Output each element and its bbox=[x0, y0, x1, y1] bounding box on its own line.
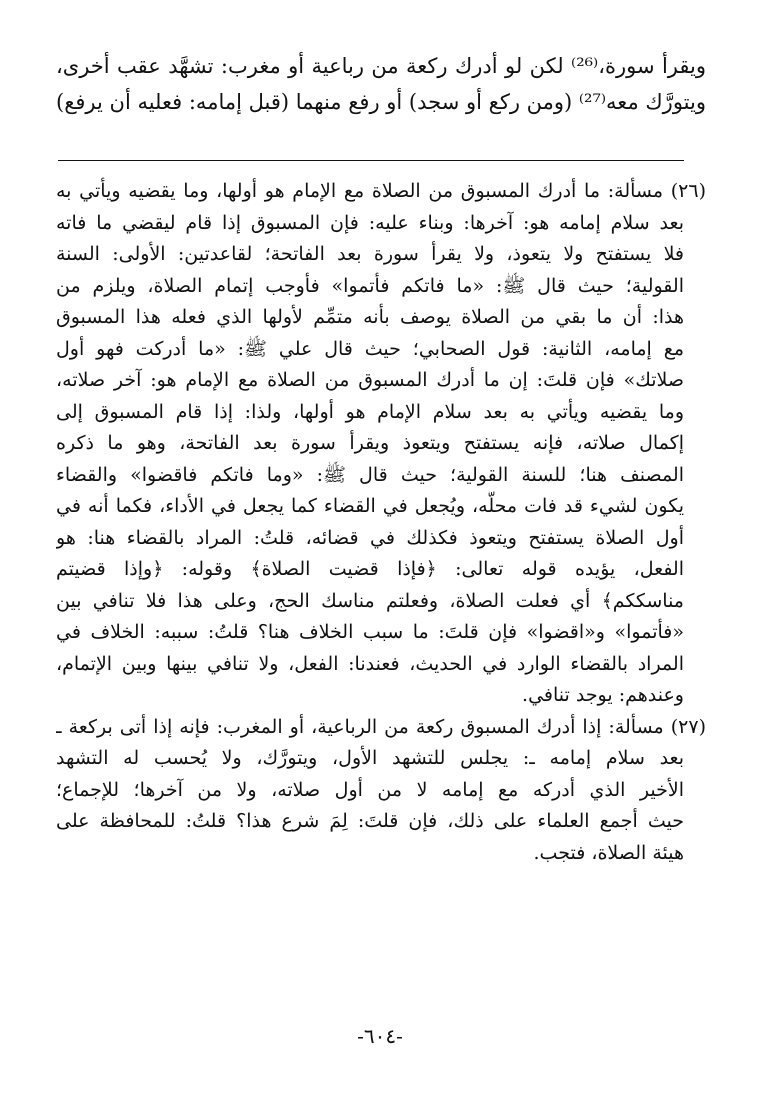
footnote-line: وما يقضيه ويأتي به بعد سلام الإمام هو أولها، ولذا: إذا قام المسبوق إلى bbox=[56, 400, 684, 423]
footnote-line: مناسككم﴾ أي فعلت الصلاة، وفعلتم مناسك الحج، وعلى هذا فلا تنافي بين bbox=[56, 589, 684, 612]
footnote-line: مع إمامه، الثانية: قول الصحابي؛ حيث قال علي ﷺ: «ما أدركت فهو أول bbox=[56, 337, 684, 360]
footnote-line: هذا: أن ما بقي من الصلاة يوصف بأنه متمِّم لأولها الذي فعله هذا المسبوق bbox=[56, 306, 684, 328]
main-text-line: ويتورَّك معه⁽²⁷⁾ (ومن ركع أو سجد) أو رفع منهما (قبل إمامه: فعليه أن يرفع) bbox=[56, 90, 706, 114]
footnote-line: القولية؛ حيث قال ﷺ: «ما فاتكم فأتموا» فأوجب إتمام الصلاة، ويلزم من bbox=[56, 274, 684, 297]
footnote-line: وعندهم: يوجد تنافي. bbox=[522, 684, 684, 706]
footnote-line: الأخير الذي أدركه مع إمامه لا من أول صلاته، ولا من آخرها؛ للإجماع؛ bbox=[56, 778, 684, 801]
page-number: -٦٠٤- bbox=[357, 1024, 403, 1048]
footnote-26 bbox=[56, 176, 706, 712]
footnote-line: صلاتك» فإن قلتَ: إن ما أدرك المسبوق من الصلاة مع الإمام هو: آخر صلاته، bbox=[56, 369, 684, 391]
footnote-line: حيث أجمع العلماء على ذلك، فإن قلتَ: لِمَ شرع هذا؟ قلتُ: للمحافظة على bbox=[56, 810, 684, 832]
footnote-line: هيئة الصلاة، فتجب. bbox=[533, 841, 684, 864]
footnotes bbox=[56, 176, 706, 869]
footnote-separator bbox=[58, 160, 684, 161]
footnote-27 bbox=[56, 712, 706, 870]
footnote-line: (٢٧) مسألة: إذا أدرك المسبوق ركعة من الرباعية، أو المغرب: فإنه إذا أتى بركعة ـ bbox=[56, 715, 706, 738]
footnote-line: أول الصلاة يستفتح ويتعوذ فكذلك في قضائه، قلتُ: المراد بالقضاء هنا: هو bbox=[56, 526, 684, 549]
footnote-line: المراد بالقضاء الوارد في الحديث، فعندنا: الفعل، ولا تنافي بينها وبين الإتمام، bbox=[56, 652, 684, 675]
footnote-line: (٢٦) مسألة: ما أدرك المسبوق من الصلاة مع الإمام هو أولها، وما يقضيه ويأتي به bbox=[56, 180, 706, 202]
main-text-line: ويقرأ سورة،⁽²⁶⁾ لكن لو أدرك ركعة من رباعية أو مغرب: تشهَّد عقب أخرى، bbox=[56, 54, 707, 78]
footnote-line: إكمال صلاته، فإنه يستفتح ويتعوذ ويقرأ سورة بعد الفاتحة، وهو ما ذكره bbox=[56, 432, 684, 454]
footnote-line: «فأتموا» و«اقضوا» فإن قلتَ: ما سبب الخلاف هنا؟ قلتُ: سببه: الخلاف في bbox=[56, 621, 684, 643]
footnote-line: بعد سلام إمامه ـ: يجلس للتشهد الأول، ويتورَّك، ولا يُحسب له التشهد bbox=[56, 747, 684, 769]
footnote-line: بعد سلام إمامه هو: آخرها: وبناء عليه: فإن المسبوق إذا قام ليقضي ما فاته bbox=[56, 211, 684, 234]
footnote-line: يكون لشيء قد فات محلُّه، ويُجعل في القضاء كما يجعل في الأداء، فكما أنه في bbox=[56, 495, 684, 517]
footnote-line: فلا يستفتح ولا يتعوذ، ولا يقرأ سورة بعد الفاتحة؛ لقاعدتين: الأولى: السنة bbox=[56, 243, 684, 265]
footnote-line: المصنف هنا؛ للسنة القولية؛ حيث قال ﷺ: «وما فاتكم فاقضوا» والقضاء bbox=[56, 463, 684, 486]
footnote-line: الفعل، يؤيده قوله تعالى: ﴿فإذا قضيت الصلاة﴾ وقوله: ﴿وإذا قضيتم bbox=[56, 558, 684, 580]
main-text bbox=[56, 48, 706, 120]
